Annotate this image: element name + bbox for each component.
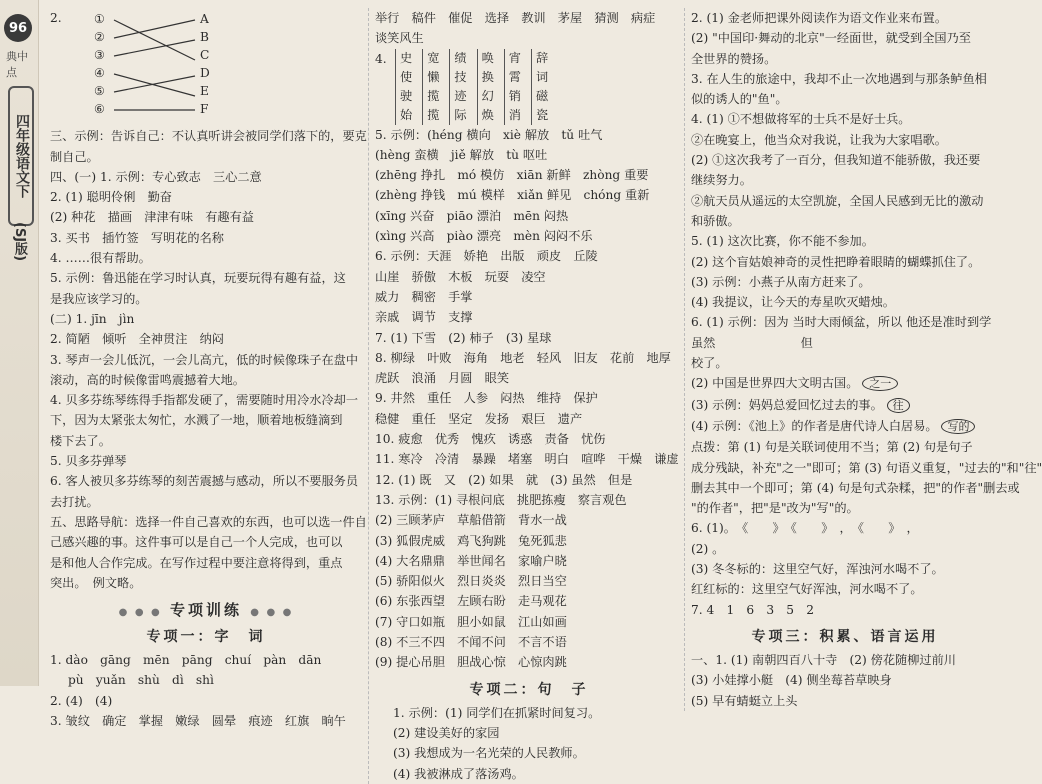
answer-line: (6) 东张西望 左顾右盼 走马观花	[375, 594, 567, 609]
char-item: 销	[508, 88, 521, 103]
answer-line: (2) 这个盲姑娘神奇的灵性把睁着眼睛的蝴蝶抓住了。	[691, 254, 981, 269]
column-middle	[368, 8, 683, 784]
answer-line: 6. (1)。 《 》 《 》 ， 《 》 ，	[691, 521, 919, 536]
q5-block	[375, 125, 683, 247]
tips-block	[691, 437, 1042, 518]
answer-line: 亲戚 调节 支撑	[375, 310, 473, 325]
answer-line: (3) 我想成为一名光荣的人民教师。	[393, 746, 585, 761]
training-title: 专项训练	[169, 601, 242, 620]
column-left	[50, 8, 367, 731]
answer-line: 1. 示例：(1) 同学们在抓紧时间复习。	[393, 705, 601, 720]
answer-line: 8. 柳绿 叶败 海角 地老 轻风 旧友 花前 地厚	[375, 350, 671, 365]
section2-title: 专项二：句 子	[469, 681, 589, 698]
char-item: 瓷	[535, 107, 549, 122]
answer-line: ②在晚宴上，他当众对我说，让我为大家唱歌。	[691, 132, 947, 147]
char-item: 换	[481, 69, 494, 84]
answer-line: 稳健 重任 坚定 发扬 艰巨 遗产	[375, 411, 583, 426]
char-item: 霄	[508, 69, 521, 84]
answer-line: (zhēng 挣扎 mó 模仿 xiān 新鲜 zhòng 重要	[375, 168, 649, 183]
answer-line: 五、思路导航：选择一件自己喜欢的东西，也可以选一件自	[50, 514, 367, 529]
answer-line: ②航天员从遥远的太空凯旋，全国人民感到无比的激动	[691, 193, 984, 208]
answer-line: 11. 寒冷 冷清 暴躁 堵塞 明白 喧哗 干燥 谦虚	[375, 452, 679, 467]
match-item: ⑥	[94, 102, 105, 117]
answer-line: 3. 在人生的旅途中，我却不止一次地遇到与那条鲈鱼相	[691, 71, 987, 86]
answer-line: (8) 不三不四 不闻不问 不言不语	[375, 635, 567, 650]
answer-line: 5. 示例：(héng 横向 xiè 解放 tǔ 吐气	[375, 127, 603, 142]
section3-lines	[691, 650, 999, 711]
q4-label: 4.	[375, 51, 387, 66]
page-number: 96	[4, 14, 32, 42]
answer-line: 突出。 例文略。	[50, 575, 142, 590]
section1-title: 专项一：字 词	[146, 629, 266, 646]
answer-line: 5. 示例：鲁迅能在学习时认真，玩要玩得有趣有益，这	[50, 271, 346, 286]
q6-end-block	[691, 518, 999, 599]
answer-line: 点拨：第 (1) 句是关联词使用不当；第 (2) 句是句子	[691, 440, 973, 455]
answer-line: 7. (1) 下雪 (2) 柿子 (3) 星球	[375, 330, 552, 345]
column-right	[684, 8, 1042, 711]
answer-line: 似的诱人的"鱼"。	[691, 92, 788, 107]
answer-lines-left	[50, 126, 367, 593]
answer-line: 三、示例：告诉自己：不认真听讲会被同学们落下的，要克	[50, 129, 367, 144]
match-line	[114, 76, 195, 92]
answer-line: (二) 1. jīn jìn	[50, 311, 135, 326]
answer-line: (3) 小娃撑小艇 (4) 侧坐莓苔草映身	[691, 673, 892, 688]
matching-lines	[100, 12, 240, 122]
answer-line: (2) 种花 描画 津津有味 有趣有益	[50, 210, 254, 225]
match-item: A	[200, 12, 209, 27]
grade-label: 四年级语文下	[8, 86, 34, 226]
char-group	[395, 49, 412, 125]
char-item: 辞	[535, 50, 549, 65]
answer-line: 谈笑风生	[375, 31, 424, 46]
answer-line: (4) 我被淋成了落汤鸡。	[393, 766, 524, 781]
char-item: 始	[400, 107, 413, 122]
answer-line: (2) 三顾茅庐 草船借箭 背水一战	[375, 513, 567, 528]
answer-line: 2. 简陋 倾听 全神贯注 纳闷	[50, 332, 224, 347]
book-spine	[0, 0, 39, 686]
answer-line: (4) 大名鼎鼎 举世闻名 家喻户晓	[375, 553, 567, 568]
correction-mark: 往	[887, 398, 910, 413]
brand-label: 典中点	[6, 50, 28, 79]
char-item: 绩	[454, 50, 467, 65]
answer-line: 滚动，高的时候像雷鸣震撼着大地。	[50, 372, 245, 387]
answer-line: 2. (1) 金老师把课外阅读作为语文作业来布置。	[691, 11, 948, 25]
char-item: 揽	[427, 88, 440, 103]
matching-diagram	[72, 12, 362, 126]
answer-line: 12. (1) 既 又 (2) 如果 就 (3) 虽然 但是	[375, 472, 633, 487]
answer-line: 一、1. (1) 南朝四百八十寺 (2) 傍花随柳过前川	[691, 652, 956, 667]
answer-line: 下，因为太紧张太匆忙，水溅了一地，顺着地板缝滴到	[50, 413, 343, 428]
char-group	[477, 49, 494, 125]
char-item: 使	[400, 69, 413, 84]
answer-line: (2) 建设美好的家园	[393, 725, 500, 740]
answer-line: 继续努力。	[691, 173, 752, 188]
char-item: 焕	[481, 107, 494, 122]
match-line	[114, 20, 195, 38]
answer-line: 10. 疲愈 优秀 愧疚 诱惑 责备 忧伤	[375, 432, 606, 447]
answer-line: 成分残缺，补充"之一"即可；第 (3) 句语义重复，"过去的"和"往"	[691, 460, 1042, 475]
match-item: E	[200, 84, 209, 99]
answer-line: 和骄傲。	[691, 213, 740, 228]
match-item: F	[200, 102, 209, 117]
answer-line: "的作者"，把"是"改为"写"的。	[691, 501, 859, 516]
char-item: 消	[508, 107, 521, 122]
char-group	[422, 49, 439, 125]
pinyin-row-1: 1. dào gāng mēn pāng chuí pàn dān	[50, 653, 322, 668]
answer-line: 5. 贝多芬弹琴	[50, 454, 127, 469]
pinyin-row-2: pù yuǎn shù dì shì	[68, 673, 214, 688]
q6-2: (2) 中国是世界四大文明古国。 之一	[691, 373, 999, 394]
answer-line: (2) ①这次我考了一百分，但我知道不能骄傲，我还要	[691, 153, 981, 168]
correction-mark: 写的	[941, 419, 975, 434]
answer-line: (2) 。	[691, 541, 725, 556]
char-item: 幻	[481, 88, 494, 103]
answer-line: 4. 贝多芬练琴练得手指都发硬了，需要随时用冷水冷却一	[50, 393, 359, 408]
answer-line: 四、(一) 1. 示例：专心致志 三心二意	[50, 169, 262, 184]
char-group	[504, 49, 521, 125]
answer-line: 是和他人合作完成。在写作过程中要注意将得到，重点	[50, 555, 343, 570]
char-item: 迹	[454, 88, 467, 103]
char-group	[531, 49, 548, 125]
q7: 7. 4 1 6 3 5 2	[691, 602, 814, 617]
answer-line: (zhèng 挣钱 mú 模样 xiǎn 鲜见 chóng 重新	[375, 188, 650, 203]
match-item: B	[200, 30, 209, 45]
answer-line: 删去其中一个即可；第 (4) 句是句式杂糅，把"的作者"删去或	[691, 480, 1020, 495]
char-item: 唤	[481, 50, 494, 65]
answer-lines-middle	[375, 328, 683, 673]
s1-q2: 2. (4) (4)	[50, 693, 113, 708]
answer-line: (2) "中国印·舞动的北京"一经面世，就受到全国乃至	[691, 31, 971, 46]
char-item: 揽	[427, 107, 440, 122]
correction-mark: 之一	[862, 376, 898, 391]
answer-line: 虽然 但	[691, 335, 813, 350]
char-item: 驶	[400, 88, 413, 103]
answer-line: (4) 我提议，让今天的寿星吹灭蜡烛。	[691, 295, 895, 310]
answer-line: 13. 示例：(1) 寻根问底 挑肥拣瘦 察言观色	[375, 492, 627, 507]
edition-label: (SJ版)	[12, 222, 27, 262]
answer-line: (xīng 兴奋 piāo 漂泊 mēn 闷热	[375, 208, 569, 223]
answer-line: (3) 示例：小燕子从南方赶来了。	[691, 274, 871, 289]
char-item: 史	[400, 50, 413, 65]
answer-line: 4. (1) ①不想做将军的士兵不是好士兵。	[691, 112, 911, 127]
section3-title: 专项三：积累、语言运用	[751, 628, 939, 645]
answer-line: 6. 客人被贝多芬练琴的刻苦震撼与感动，所以不要服务员	[50, 474, 359, 489]
char-item: 际	[454, 107, 467, 122]
answer-line: 威力 稠密 手掌	[375, 289, 473, 304]
section2-lines	[375, 703, 683, 784]
answer-line: 己感兴趣的事。这件事可以是自己一个人完成，也可以	[50, 535, 343, 550]
answer-line: 制自己。	[50, 149, 99, 164]
answer-line: 红红标的：这里空气好浑浊，河水喝不了。	[691, 582, 923, 597]
char-item: 宽	[427, 50, 440, 65]
answer-line: 校了。	[691, 356, 728, 371]
answer-line: 6. 示例：天涯 娇艳 出版 顽皮 丘陵	[375, 249, 598, 264]
answer-line: 4. ……很有帮助。	[50, 251, 151, 266]
match-item: ④	[94, 66, 105, 81]
answer-line: 去打扰。	[50, 494, 99, 509]
answer-line: (hèng 蛮横 jiě 解放 tù 呕吐	[375, 147, 548, 162]
answer-line: (5) 骄阳似火 烈日炎炎 烈日当空	[375, 574, 567, 589]
char-item: 技	[454, 69, 467, 84]
answer-line: 3. 琴声一会儿低沉，一会儿高亢，低的时候像珠子在盘中	[50, 352, 359, 367]
answer-line: (5) 早有蜻蜓立上头	[691, 693, 798, 708]
q4-char-groups	[375, 49, 683, 125]
answer-line: 3. 买书 插竹签 写明花的名称	[50, 230, 224, 245]
answer-lines-right	[691, 8, 999, 373]
match-item: ①	[94, 12, 105, 27]
match-item: ②	[94, 30, 105, 45]
q6-block	[375, 246, 683, 327]
answer-line: 是我应该学习的。	[50, 291, 148, 306]
char-item: 宵	[508, 50, 521, 65]
answer-line: 2. (1) 聪明伶俐 勤奋	[50, 190, 172, 205]
answer-line: 楼下去了。	[50, 433, 111, 448]
match-item: D	[200, 66, 210, 81]
match-item: C	[200, 48, 210, 63]
answer-line: 9. 井然 重任 人参 闷热 维持 保护	[375, 391, 598, 406]
answer-line: 5. (1) 这次比赛，你不能不参加。	[691, 234, 874, 249]
match-item: ⑤	[94, 84, 105, 99]
answer-line: 全世界的赞扬。	[691, 51, 777, 66]
answer-line: 山崖 骄傲 木板 玩耍 凌空	[375, 269, 546, 284]
q2-label: 2.	[50, 11, 62, 25]
char-group	[449, 49, 466, 125]
char-item: 词	[535, 69, 549, 84]
training-header: ● ● ● 专项训练 ● ● ●	[118, 601, 294, 620]
char-item: 磁	[535, 88, 549, 103]
match-line	[114, 74, 195, 96]
answer-line: (xìng 兴高 piào 漂亮 mèn 闷闷不乐	[375, 229, 593, 244]
answer-line: (7) 守口如瓶 胆小如鼠 江山如画	[375, 614, 567, 629]
q6-3: (3) 示例：妈妈总爱回忆过去的事。 往	[691, 395, 999, 416]
answer-line: 6. (1) 示例：因为 当时大雨倾盆，所以 他还是准时到学	[691, 315, 992, 330]
match-item: ③	[94, 48, 105, 63]
answer-lines-middle-top	[375, 8, 683, 49]
answer-line: (3) 冬冬标的：这里空气好，浑浊河水喝不了。	[691, 562, 944, 577]
char-item: 懒	[427, 69, 440, 84]
q6-4: (4) 示例：《池上》的作者是唐代诗人白居易。 写的	[691, 416, 999, 437]
answer-line: (9) 提心吊胆 胆战心惊 心惊肉跳	[375, 655, 567, 670]
answer-line: 虎跃 浪涌 月圆 眼笑	[375, 371, 510, 386]
answer-line: 举行 稿件 催促 选择 教训 茅屋 猜测 病症	[375, 11, 656, 25]
answer-line: (3) 狐假虎威 鸡飞狗跳 兔死狐悲	[375, 533, 567, 548]
s1-q3: 3. 皱纹 确定 掌握 嫩绿 圆晕 痕迹 红旗 晌午	[50, 714, 346, 729]
